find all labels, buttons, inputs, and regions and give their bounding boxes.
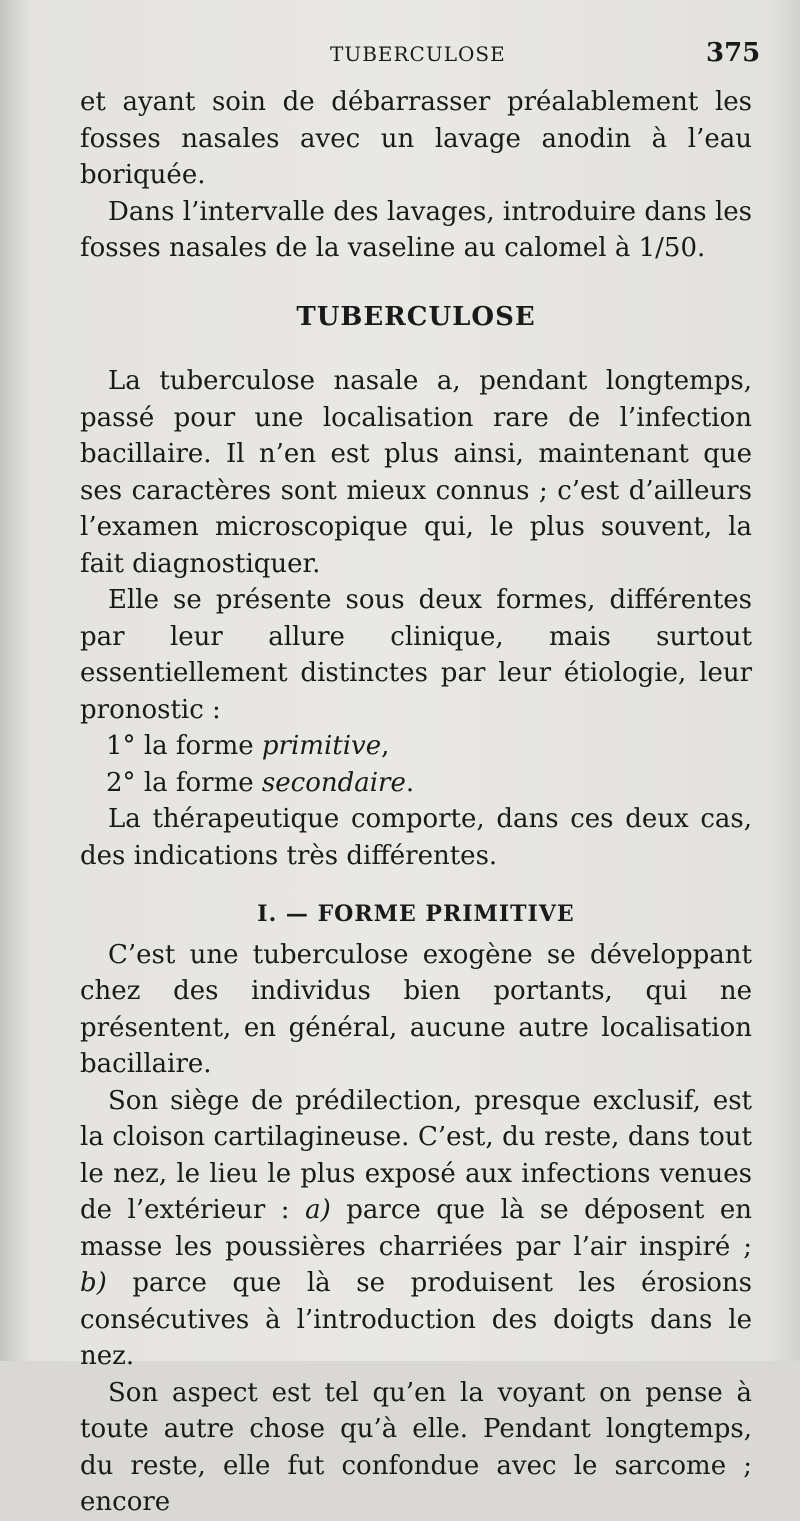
paragraph-two-forms: Elle se présente sous deux formes, différentes par leur allure clinique, mais surtout essentiellement distinctes par leur étiologie, leur pronostic :: [80, 585, 752, 725]
section-heading-primitive: I. — FORME PRIMITIVE: [257, 901, 575, 927]
site-text-a: Son siège de prédilection, presque exclusif, est la cloison cartilagineuse. C’est, du reste, dans tout le nez, le lieu le plus exposé aux infections venues de l’extérieur :: [80, 1085, 752, 1225]
list-number: 1°: [106, 731, 136, 761]
section-heading-tuberculose: TUBERCULOSE: [296, 301, 536, 332]
paragraph-calomel: Dans l’intervalle des lavages, introduire dans les fosses nasales de la vaseline au calomel à 1/50.: [80, 196, 752, 263]
site-label-b: b): [80, 1268, 107, 1298]
list-item-primitive: [80, 728, 752, 765]
paragraph-aspect: Son aspect est tel qu’en la voyant on pense à toute autre chose qu’à elle. Pendant longtemps, du reste, elle fut confondue avec le sarcome ; encore: [80, 1377, 752, 1517]
site-text-c: parce que là se produisent les érosions consécutives à l’introduction des doigts dans le nez.: [80, 1268, 753, 1371]
paragraph-site: [80, 1083, 752, 1375]
list-emphasis: secondaire: [261, 767, 406, 798]
paragraph-continuation: et ayant soin de débarrasser préalablement les fosses nasales avec un lavage anodin à l’eau boriquée.: [80, 87, 752, 190]
list-punct: .: [405, 767, 415, 798]
list-number: 2°: [106, 767, 136, 798]
paragraph-intro: La tuberculose nasale a, pendant longtemps, passé pour une localisation rare de l’infection bacillaire. Il n’en est plus ainsi, maintenant que ses caractères sont mieux connus ; c’est d’ailleurs l’examen microscopique qui, le plus souvent, la fait diagnostiquer.: [80, 366, 752, 579]
list-emphasis: primitive: [261, 731, 382, 761]
paragraph-exogenous: C’est une tuberculose exogène se développant chez des individus bien portants, qui ne présentent, en général, aucune autre localisation bacillaire.: [80, 939, 752, 1079]
list-text: la forme: [143, 731, 254, 761]
list-text: la forme: [143, 767, 254, 798]
paragraph-therapeutics: La thérapeutique comporte, dans ces deux cas, des indications très différentes.: [80, 804, 752, 871]
page-body: [80, 84, 752, 1521]
list-item-secondary: [80, 765, 752, 802]
site-text-b: parce que là se déposent en masse les poussières charriées par l’air inspiré ;: [80, 1195, 753, 1262]
running-title: TUBERCULOSE: [330, 42, 506, 66]
running-head: [0, 38, 800, 74]
list-punct: ,: [381, 731, 390, 761]
site-label-a: a): [305, 1195, 331, 1225]
page-number: 375: [706, 38, 761, 68]
